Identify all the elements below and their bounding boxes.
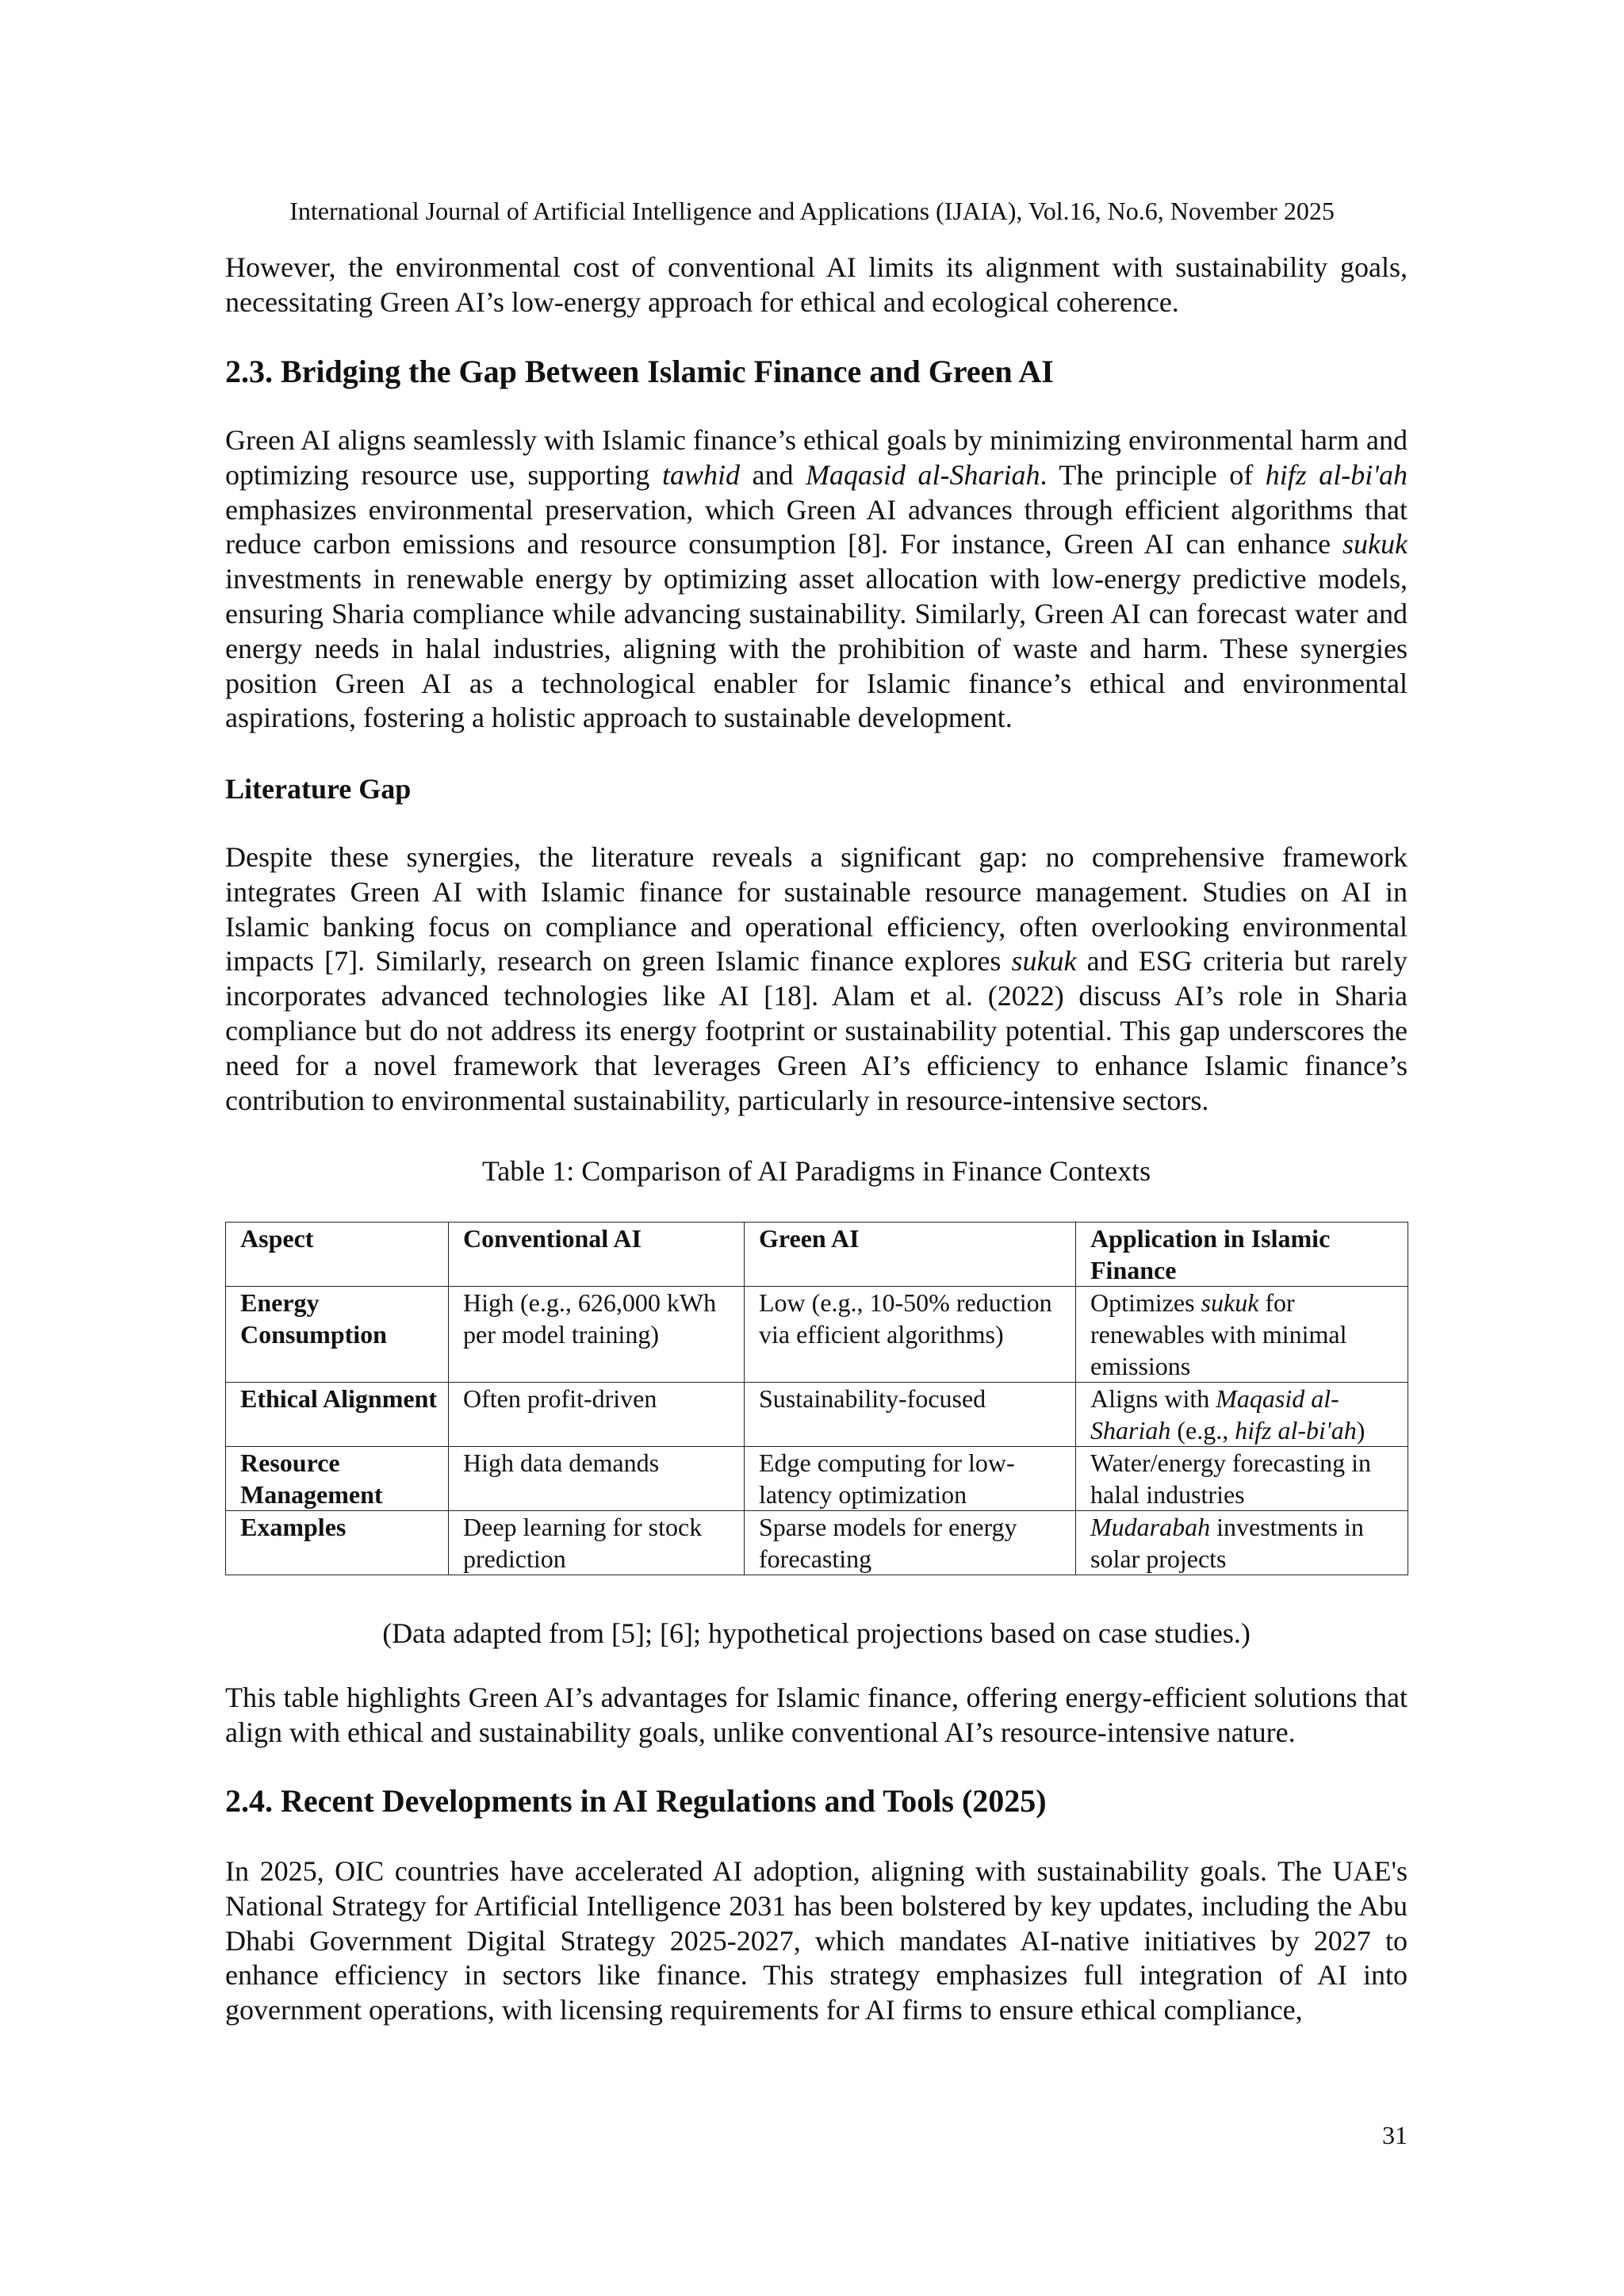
green-ai-cell: Sparse models for energy forecasting xyxy=(745,1511,1076,1575)
intro-paragraph: However, the environmental cost of conventional AI limits its alignment with sustainability goals, necessitating Green AI’s low-energy approach for ethical and ecological coherence. xyxy=(225,251,1408,318)
column-header: Aspect xyxy=(226,1223,449,1287)
text-run: Optimizes xyxy=(1090,1288,1201,1317)
table-header-row xyxy=(226,1223,1408,1287)
italic-term: hifz al-bi'ah xyxy=(1235,1416,1357,1445)
aspect-cell: Ethical Alignment xyxy=(226,1383,449,1447)
application-cell xyxy=(1076,1511,1408,1575)
italic-term: hifz al-bi'ah xyxy=(1265,458,1408,491)
table-summary-paragraph: This table highlights Green AI’s advantages for Islamic finance, offering energy-efficient solutions that align with ethical and sustainability goals, unlike conventional AI’s resource-intensive nature. xyxy=(225,1682,1408,1748)
italic-term: Maqasid al-Shariah xyxy=(805,458,1040,491)
table-row xyxy=(226,1287,1408,1383)
aspect-cell: Examples xyxy=(226,1511,449,1575)
page-number: 31 xyxy=(1382,2121,1408,2149)
application-cell xyxy=(1076,1383,1408,1447)
conventional-ai-cell: High (e.g., 626,000 kWh per model training) xyxy=(449,1287,745,1383)
text-run: (e.g., xyxy=(1170,1416,1235,1445)
conventional-ai-cell: Deep learning for stock prediction xyxy=(449,1511,745,1575)
text-run: Despite these synergies, the literature reveals a significant gap: no comprehensive framework integrates Green AI with Islamic finance for sustainable resource management. Studies on AI in Islamic banking focus on compliance and operational efficiency, often overlooking environmental impacts [7]. Similarly, research on green Islamic finance explores xyxy=(225,841,1408,978)
conventional-ai-cell: Often profit-driven xyxy=(449,1383,745,1447)
italic-term: sukuk xyxy=(1201,1288,1259,1317)
literature-gap-paragraph xyxy=(225,840,1408,1118)
literature-gap-body xyxy=(225,840,1408,1118)
text-run: for renewables with minimal emissions xyxy=(1090,1288,1347,1380)
literature-gap-heading-block xyxy=(225,771,1408,806)
table-source-note: (Data adapted from [5]; [6]; hypothetical projections based on case studies.) xyxy=(382,1617,1251,1649)
running-header: International Journal of Artificial Intelligence and Applications (IJAIA), Vol.16, No.6, November 2025 xyxy=(289,197,1335,225)
text-run: ) xyxy=(1356,1416,1365,1445)
italic-term: Mudarabah xyxy=(1090,1513,1211,1541)
table-caption: Table 1: Comparison of AI Paradigms in Finance Contexts xyxy=(481,1155,1151,1187)
comparison-table-block xyxy=(225,1222,1408,1575)
text-run: . The principle of xyxy=(1040,458,1266,491)
green-ai-cell: Edge computing for low-latency optimization xyxy=(745,1447,1076,1511)
section-heading-2-3: 2.3. Bridging the Gap Between Islamic Finance and Green AI xyxy=(225,354,1054,389)
italic-term: tawhid xyxy=(661,458,740,491)
text-run: investments in solar projects xyxy=(1090,1513,1364,1573)
italic-term: sukuk xyxy=(1342,528,1408,561)
text-run: emphasizes environmental preservation, which Green AI advances through efficient algorithms that reduce carbon emissions and resource consumption [8]. For instance, Green AI can enhance xyxy=(225,493,1408,561)
comparison-table xyxy=(225,1222,1408,1575)
conventional-ai-cell: High data demands xyxy=(449,1447,745,1511)
section-2-3-body xyxy=(225,423,1408,736)
table-summary-block xyxy=(225,1681,1408,1751)
column-header: Green AI xyxy=(745,1223,1076,1287)
column-header: Application in Islamic Finance xyxy=(1076,1223,1408,1287)
section-2-4-body xyxy=(225,1854,1408,2028)
table-row xyxy=(226,1383,1408,1447)
table-row xyxy=(226,1447,1408,1511)
literature-gap-heading: Literature Gap xyxy=(225,773,412,805)
section-2-3-paragraph xyxy=(225,423,1408,736)
application-cell xyxy=(1076,1287,1408,1383)
intro-paragraph-block xyxy=(225,251,1408,320)
green-ai-cell: Sustainability-focused xyxy=(745,1383,1076,1447)
section-heading-2-4-block xyxy=(225,1782,1408,1820)
section-heading-2-4: 2.4. Recent Developments in AI Regulations and Tools (2025) xyxy=(225,1783,1047,1819)
text-run: investments in renewable energy by optimizing asset allocation with low-energy predictive models, ensuring Sharia compliance while advancing sustainability. Similarly, Green AI can forecast water and energy needs in halal industries, aligning with the prohibition of waste and harm. These synergies position Green AI as a technological enabler for Islamic finance’s ethical and environmental aspirations, fostering a holistic approach to sustainable development. xyxy=(225,563,1408,734)
column-header: Conventional AI xyxy=(449,1223,745,1287)
italic-term: sukuk xyxy=(1011,945,1077,978)
text-run: Green AI aligns seamlessly with Islamic finance’s ethical goals by minimizing environmental harm and optimizing resource use, supporting xyxy=(225,424,1408,491)
section-2-4-paragraph: In 2025, OIC countries have accelerated AI adoption, aligning with sustainability goals. The UAE's National Strategy for Artificial Intelligence 2031 has been bolstered by key updates, including the Abu Dhabi Government Digital Strategy 2025-2027, which mandates AI-native initiatives by 2027 to enhance efficiency in sectors like finance. This strategy emphasizes full integration of AI into government operations, with licensing requirements for AI firms to ensure ethical compliance, xyxy=(225,1855,1408,2026)
text-run: Aligns with xyxy=(1090,1384,1216,1413)
section-heading-2-3-block xyxy=(225,353,1408,391)
italic-term: Maqasid al-Shariah xyxy=(1090,1384,1339,1445)
text-run: and ESG criteria but rarely incorporates advanced technologies like AI [18]. Alam et al. (2022) discuss AI’s role in Sharia compliance but do not address its energy footprint or sustainability potential. This gap underscores the need for a novel framework that leverages Green AI’s efficiency to enhance Islamic finance’s contribution to environmental sustainability, particularly in resource-intensive sectors. xyxy=(225,945,1408,1116)
text-run: and xyxy=(739,458,806,491)
application-cell: Water/energy forecasting in halal industries xyxy=(1076,1447,1408,1511)
aspect-cell: Energy Consumption xyxy=(226,1287,449,1383)
aspect-cell: Resource Management xyxy=(226,1447,449,1511)
table-row xyxy=(226,1511,1408,1575)
green-ai-cell: Low (e.g., 10-50% reduction via efficient algorithms) xyxy=(745,1287,1076,1383)
